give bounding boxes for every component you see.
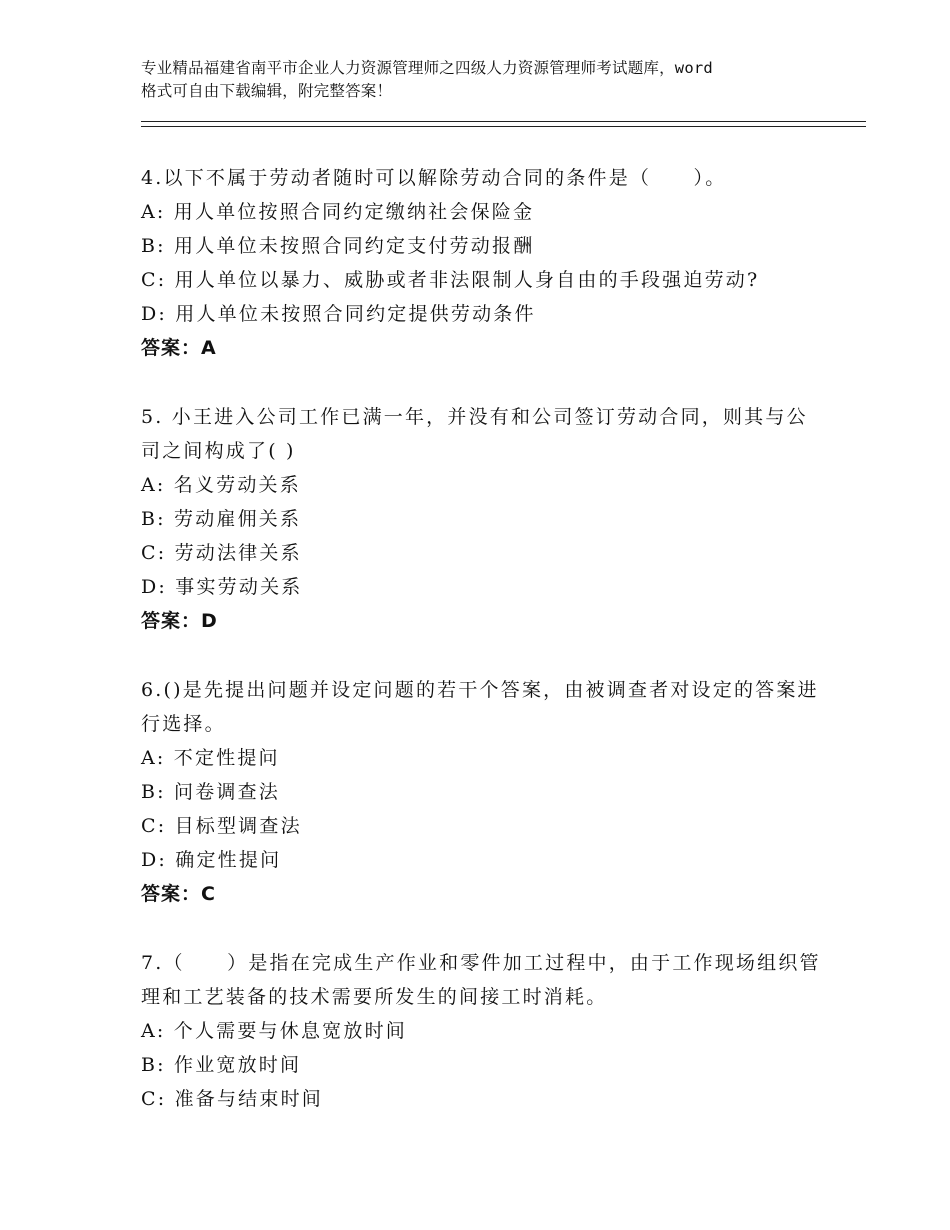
option-b: B: 用人单位未按照合同约定支付劳动报酬 xyxy=(141,235,535,257)
question-6 xyxy=(141,673,821,911)
document-header xyxy=(141,57,841,103)
option-a: A: 用人单位按照合同约定缴纳社会保险金 xyxy=(141,201,535,223)
question-7 xyxy=(141,946,821,1116)
option-c: C: 准备与结束时间 xyxy=(141,1088,323,1110)
question-4 xyxy=(141,161,821,365)
header-title-line-1: 专业精品福建省南平市企业人力资源管理师之四级人力资源管理师考试题库，word xyxy=(141,59,713,77)
option-c: C: 目标型调查法 xyxy=(141,815,302,837)
header-title-line-2: 格式可自由下载编辑，附完整答案！ xyxy=(141,82,393,100)
question-stem: 4.以下不属于劳动者随时可以解除劳动合同的条件是（ ）。 xyxy=(141,167,727,189)
question-stem: 6.()是先提出问题并设定问题的若干个答案，由被调查者对设定的答案进行选择。 xyxy=(141,679,819,735)
option-a: A: 不定性提问 xyxy=(141,747,280,769)
option-b: B: 问卷调查法 xyxy=(141,781,281,803)
answer-label: 答案：C xyxy=(141,883,216,905)
option-d: D: 事实劳动关系 xyxy=(141,576,303,598)
question-stem: 5. 小王进入公司工作已满一年，并没有和公司签订劳动合同，则其与公司之间构成了( ) xyxy=(141,406,808,462)
option-d: D: 用人单位未按照合同约定提供劳动条件 xyxy=(141,303,536,325)
option-d: D: 确定性提问 xyxy=(141,849,282,871)
header-divider xyxy=(141,121,866,127)
option-b: B: 作业宽放时间 xyxy=(141,1054,302,1076)
option-c: C: 劳动法律关系 xyxy=(141,542,302,564)
option-a: A: 名义劳动关系 xyxy=(141,474,301,496)
option-c: C: 用人单位以暴力、威胁或者非法限制人身自由的手段强迫劳动? xyxy=(141,269,760,291)
option-b: B: 劳动雇佣关系 xyxy=(141,508,302,530)
option-a: A: 个人需要与休息宽放时间 xyxy=(141,1020,407,1042)
question-stem: 7.（ ）是指在完成生产作业和零件加工过程中，由于工作现场组织管理和工艺装备的技术需要所发生的间接工时消耗。 xyxy=(141,952,821,1008)
question-5 xyxy=(141,400,821,638)
answer-label: 答案：D xyxy=(141,610,218,632)
answer-label: 答案：A xyxy=(141,337,217,359)
